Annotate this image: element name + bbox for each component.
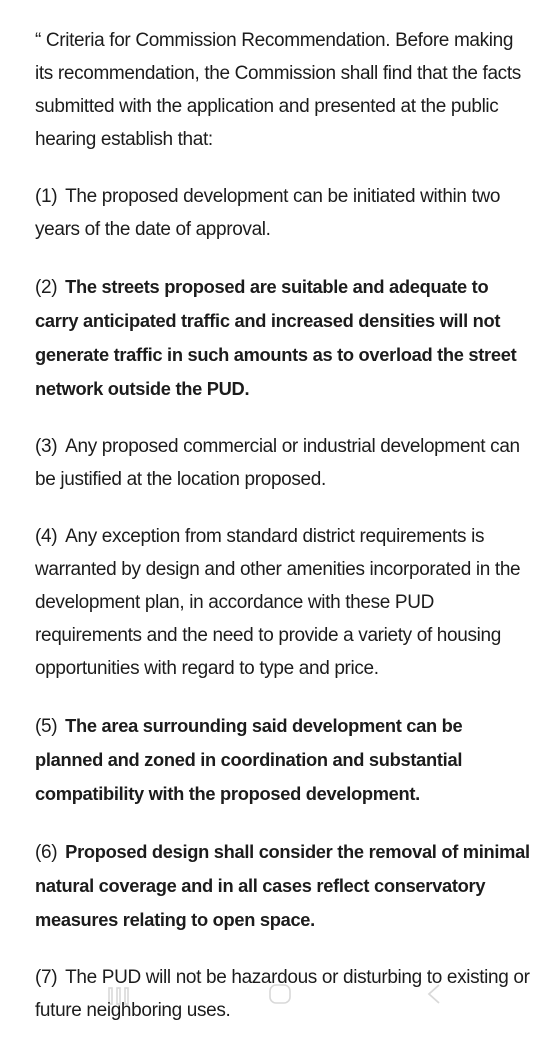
criterion-number: (1) — [35, 186, 58, 207]
criterion-text: The streets proposed are suitable and adequate to carry anticipated traffic and increased densities will not generate traffic in such amounts as to overload the street network outside the PUD. — [35, 276, 517, 399]
criterion-number: (3) — [35, 436, 58, 457]
home-icon[interactable] — [268, 983, 292, 1010]
criterion-text: The PUD will not be hazardous or disturbing to existing or future neighboring uses. — [35, 967, 530, 1021]
criterion-text: The area surrounding said development can be planned and zoned in coordination and substantial compatibility with the proposed development. — [35, 715, 463, 804]
criterion-number: (5) — [35, 716, 58, 737]
document-body — [35, 24, 535, 1051]
criterion-2 — [35, 270, 535, 406]
recents-icon[interactable] — [108, 987, 130, 1010]
criterion-number: (4) — [35, 526, 58, 547]
criterion-6 — [35, 835, 535, 937]
criterion-5 — [35, 709, 535, 811]
intro-paragraph: “ Criteria for Commission Recommendation. Before making its recommendation, the Commission shall find that the facts submitted with the application and presented at the public hearing establish that: — [35, 30, 521, 150]
criterion-number: (2) — [35, 277, 58, 298]
criterion-number: (6) — [35, 842, 58, 863]
criterion-text: Any proposed commercial or industrial development can be justified at the location proposed. — [35, 436, 520, 490]
criterion-4 — [35, 520, 535, 685]
criterion-text: Proposed design shall consider the removal of minimal natural coverage and in all cases reflect conservatory measures relating to open space. — [35, 841, 530, 930]
back-icon[interactable] — [426, 983, 442, 1010]
criterion-number: (7) — [35, 967, 58, 988]
criterion-3 — [35, 430, 535, 496]
criterion-1 — [35, 180, 535, 246]
criterion-text: The proposed development can be initiated within two years of the date of approval. — [35, 186, 501, 240]
criterion-text: Any exception from standard district requirements is warranted by design and other amenities incorporated in the development plan, in accordance with these PUD requirements and the need to provide a variety of housing opportunities with regard to type and price. — [35, 526, 521, 679]
